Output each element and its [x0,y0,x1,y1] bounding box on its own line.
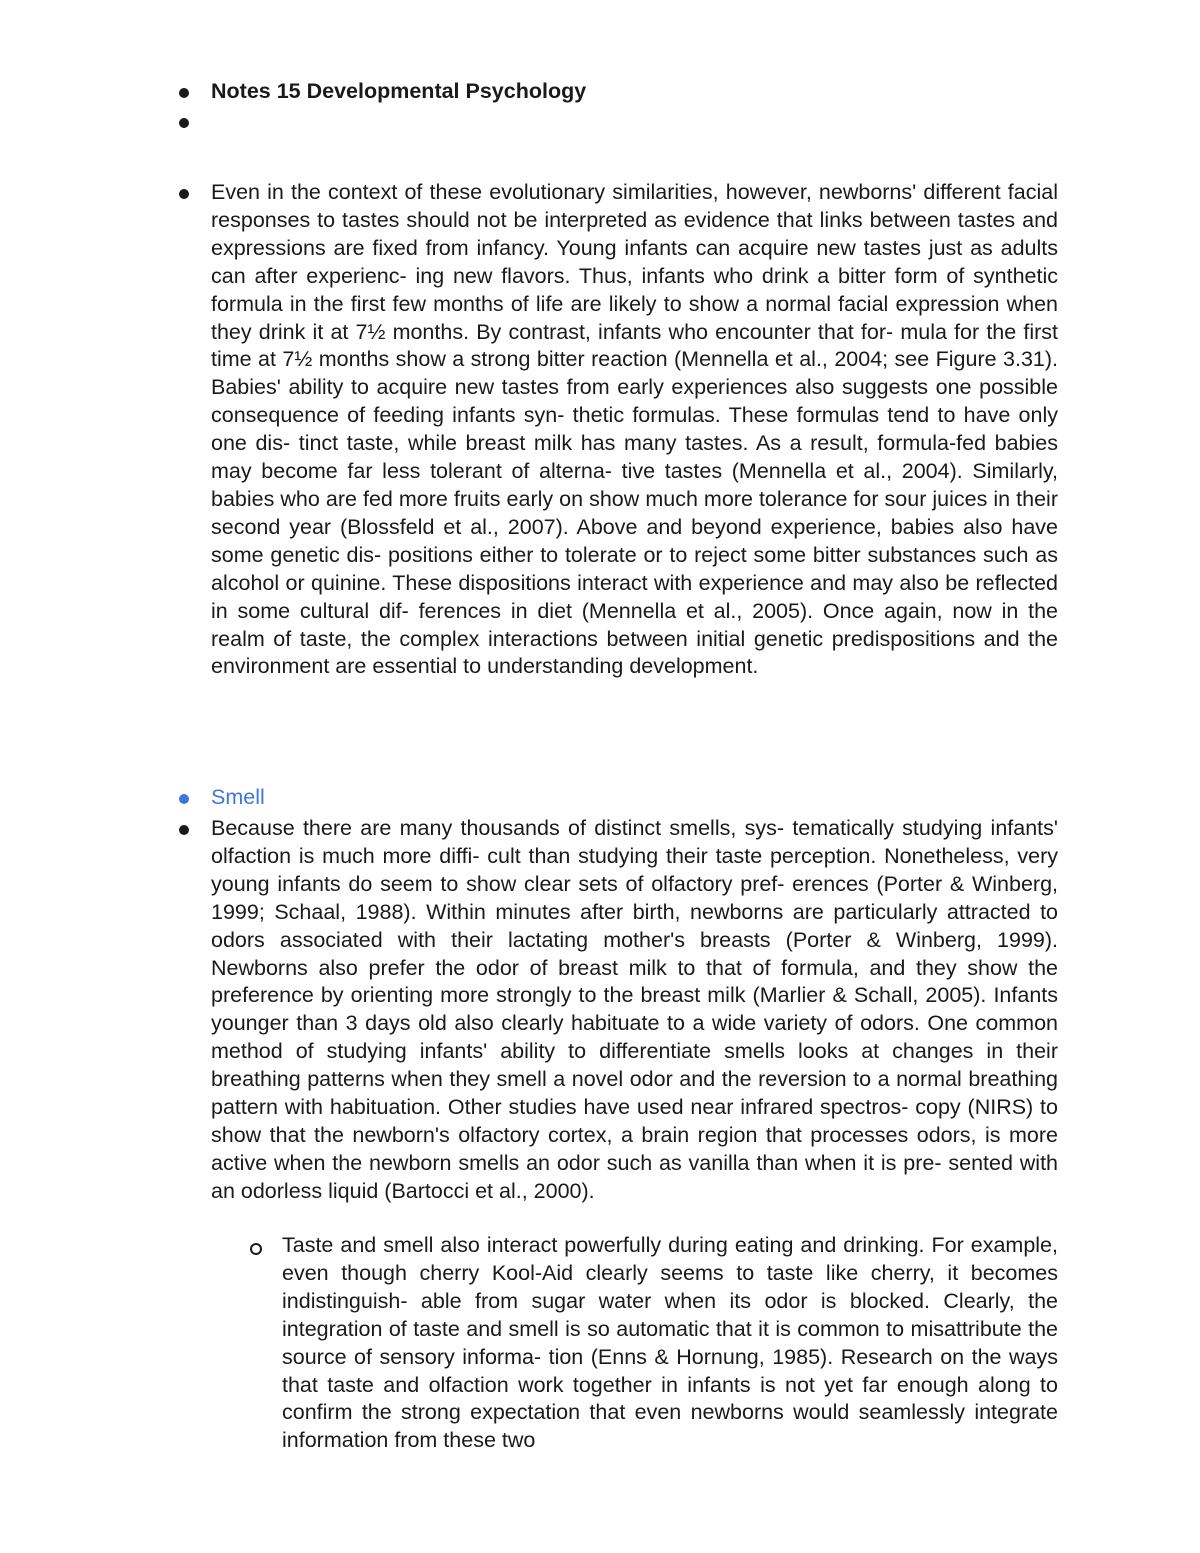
bullet-icon [179,118,189,128]
smell-heading: Smell [211,785,265,809]
bullet-icon [179,794,189,804]
bullet-icon [179,88,189,98]
smell-paragraph: Because there are many thousands of distinct smells, sys- tematically studying infants' olfaction is much more diffi- cult than studying their taste perception. Nonetheless, very young infants do seem to show clear sets of olfactory pref- erences (Porter & Winberg, 1999; Schaal, 1988). Within minutes after birth, newborns are particularly attracted to odors associated with their lactating mother's breasts (Porter & Winberg, 1999). Newborns also prefer the odor of breast milk to that of formula, and they show the preference by orienting more strongly to the breast milk (Marlier & Schall, 2005). Infants younger than 3 days old also clearly habituate to a wide variety of odors. One common method of studying infants' ability to differentiate smells looks at changes in their breathing patterns when they smell a novel odor and the reversion to a normal breathing pattern with habituation. Other studies have used near infrared spectros- copy (NIRS) to show that the newborn's olfactory cortex, a brain region that processes odors, is more active when the newborn smells an odor such as vanilla than when it is pre- sented with an odorless liquid (Bartocci et al., 2000). [211,816,1058,1203]
document-title: Notes 15 Developmental Psychology [211,79,587,103]
taste-smell-paragraph: Taste and smell also interact powerfully during eating and drinking. For example, even though cherry Kool-Aid clearly seems to taste like cherry, it becomes indistinguish- able from sugar water when its odor is blocked. Clearly, the integration of taste and smell is so automatic that it is common to misattribute the source of sensory informa- tion (Enns & Hornung, 1985). Research on the ways that taste and olfaction work together in infants is not yet far enough along to confirm the strong expectation that even newborns would seamlessly integrate information from these two [282,1233,1058,1453]
bullet-icon [179,825,189,835]
bullet-icon [179,189,189,199]
sub-bullet-icon [250,1243,262,1255]
taste-paragraph: Even in the context of these evolutionary similarities, however, newborns' different facial responses to tastes should not be interpreted as evidence that links between tastes and expressions are fixed from infancy. Young infants can acquire new tastes just as adults can after experienc- ing new flavors. Thus, infants who drink a bitter form of synthetic formula in the first few months of life are likely to show a normal facial expression when they drink it at 7½ months. By contrast, infants who encounter that for- mula for the first time at 7½ months show a strong bitter reaction (Mennella et al., 2004; see Figure 3.31). Babies' ability to acquire new tastes from early experiences also suggests one possible consequence of feeding infants syn- thetic formulas. These formulas tend to have only one dis- tinct taste, while breast milk has many tastes. As a result, formula-fed babies may become far less tolerant of alterna- tive tastes (Mennella et al., 2004). Similarly, babies who are fed more fruits early on show much more tolerance for sour juices in their second year (Blossfeld et al., 2007). Above and beyond experience, babies also have some genetic dis- positions either to tolerate or to reject some bitter substances such as alcohol or quinine. These dispositions interact with experience and may also be reflected in some cultural dif- ferences in diet (Mennella et al., 2005). Once again, now in the realm of taste, the complex interactions between initial genetic predispositions and the environment are essential to understanding development. [211,180,1058,679]
